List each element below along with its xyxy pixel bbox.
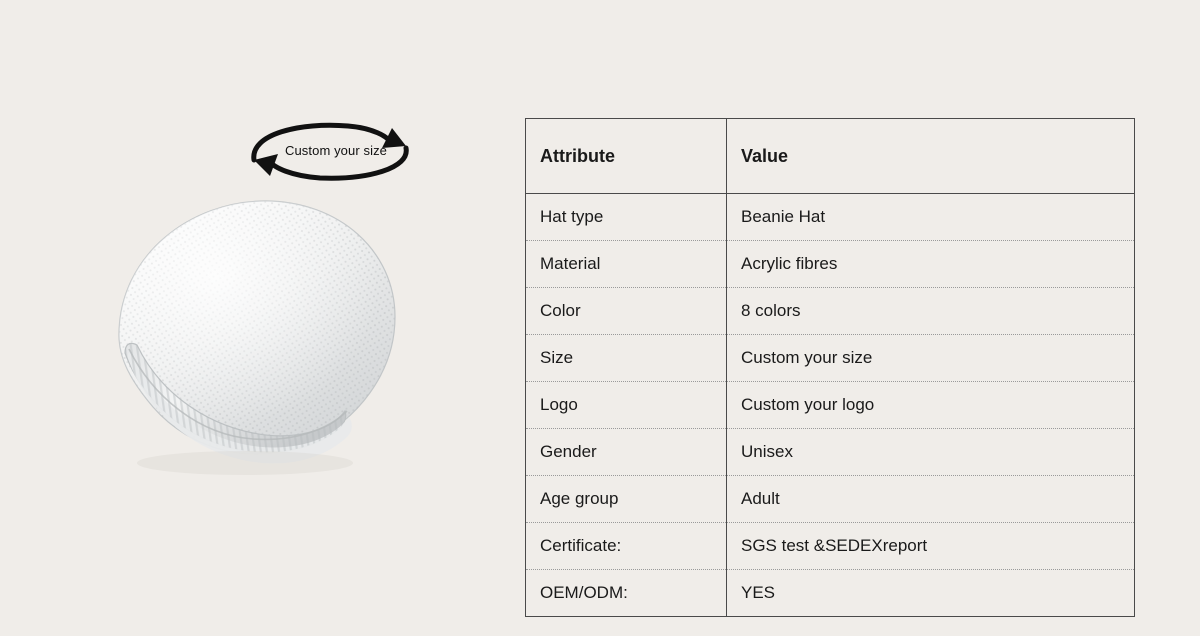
row-value: Acrylic fibres xyxy=(727,241,1135,288)
row-value: Custom your logo xyxy=(727,382,1135,429)
table-row xyxy=(526,476,1135,523)
rotate-annotation xyxy=(240,118,420,188)
table-row xyxy=(526,429,1135,476)
row-attribute: Hat type xyxy=(526,194,727,241)
table-row xyxy=(526,194,1135,241)
row-value: 8 colors xyxy=(727,288,1135,335)
row-attribute: Material xyxy=(526,241,727,288)
table-row xyxy=(526,570,1135,617)
custom-size-label: Custom your size xyxy=(284,143,388,158)
specification-table xyxy=(525,118,1135,617)
row-attribute: Logo xyxy=(526,382,727,429)
row-value: Adult xyxy=(727,476,1135,523)
column-header-value: Value xyxy=(741,145,789,166)
table-row xyxy=(526,288,1135,335)
row-value: YES xyxy=(727,570,1135,617)
table-body xyxy=(526,194,1135,617)
specification-table-container xyxy=(525,118,1135,617)
row-attribute: Age group xyxy=(526,476,727,523)
table-row xyxy=(526,382,1135,429)
row-attribute: Gender xyxy=(526,429,727,476)
table-row xyxy=(526,241,1135,288)
table-header-row xyxy=(526,119,1135,194)
row-value: Unisex xyxy=(727,429,1135,476)
beanie-hat-illustration xyxy=(95,185,425,485)
row-value: Beanie Hat xyxy=(741,207,826,226)
row-attribute: Size xyxy=(526,335,727,382)
row-attribute: Certificate: xyxy=(526,523,727,570)
column-header-attribute: Attribute xyxy=(526,119,727,194)
row-attribute: OEM/ODM: xyxy=(526,570,727,617)
table-row xyxy=(526,335,1135,382)
product-image-panel xyxy=(0,0,520,636)
table-row xyxy=(526,523,1135,570)
row-attribute: Color xyxy=(526,288,727,335)
beanie-hat-image xyxy=(95,185,425,485)
row-value: Custom your size xyxy=(727,335,1135,382)
row-value: SGS test &SEDEXreport xyxy=(727,523,1135,570)
table-header xyxy=(526,119,1135,194)
